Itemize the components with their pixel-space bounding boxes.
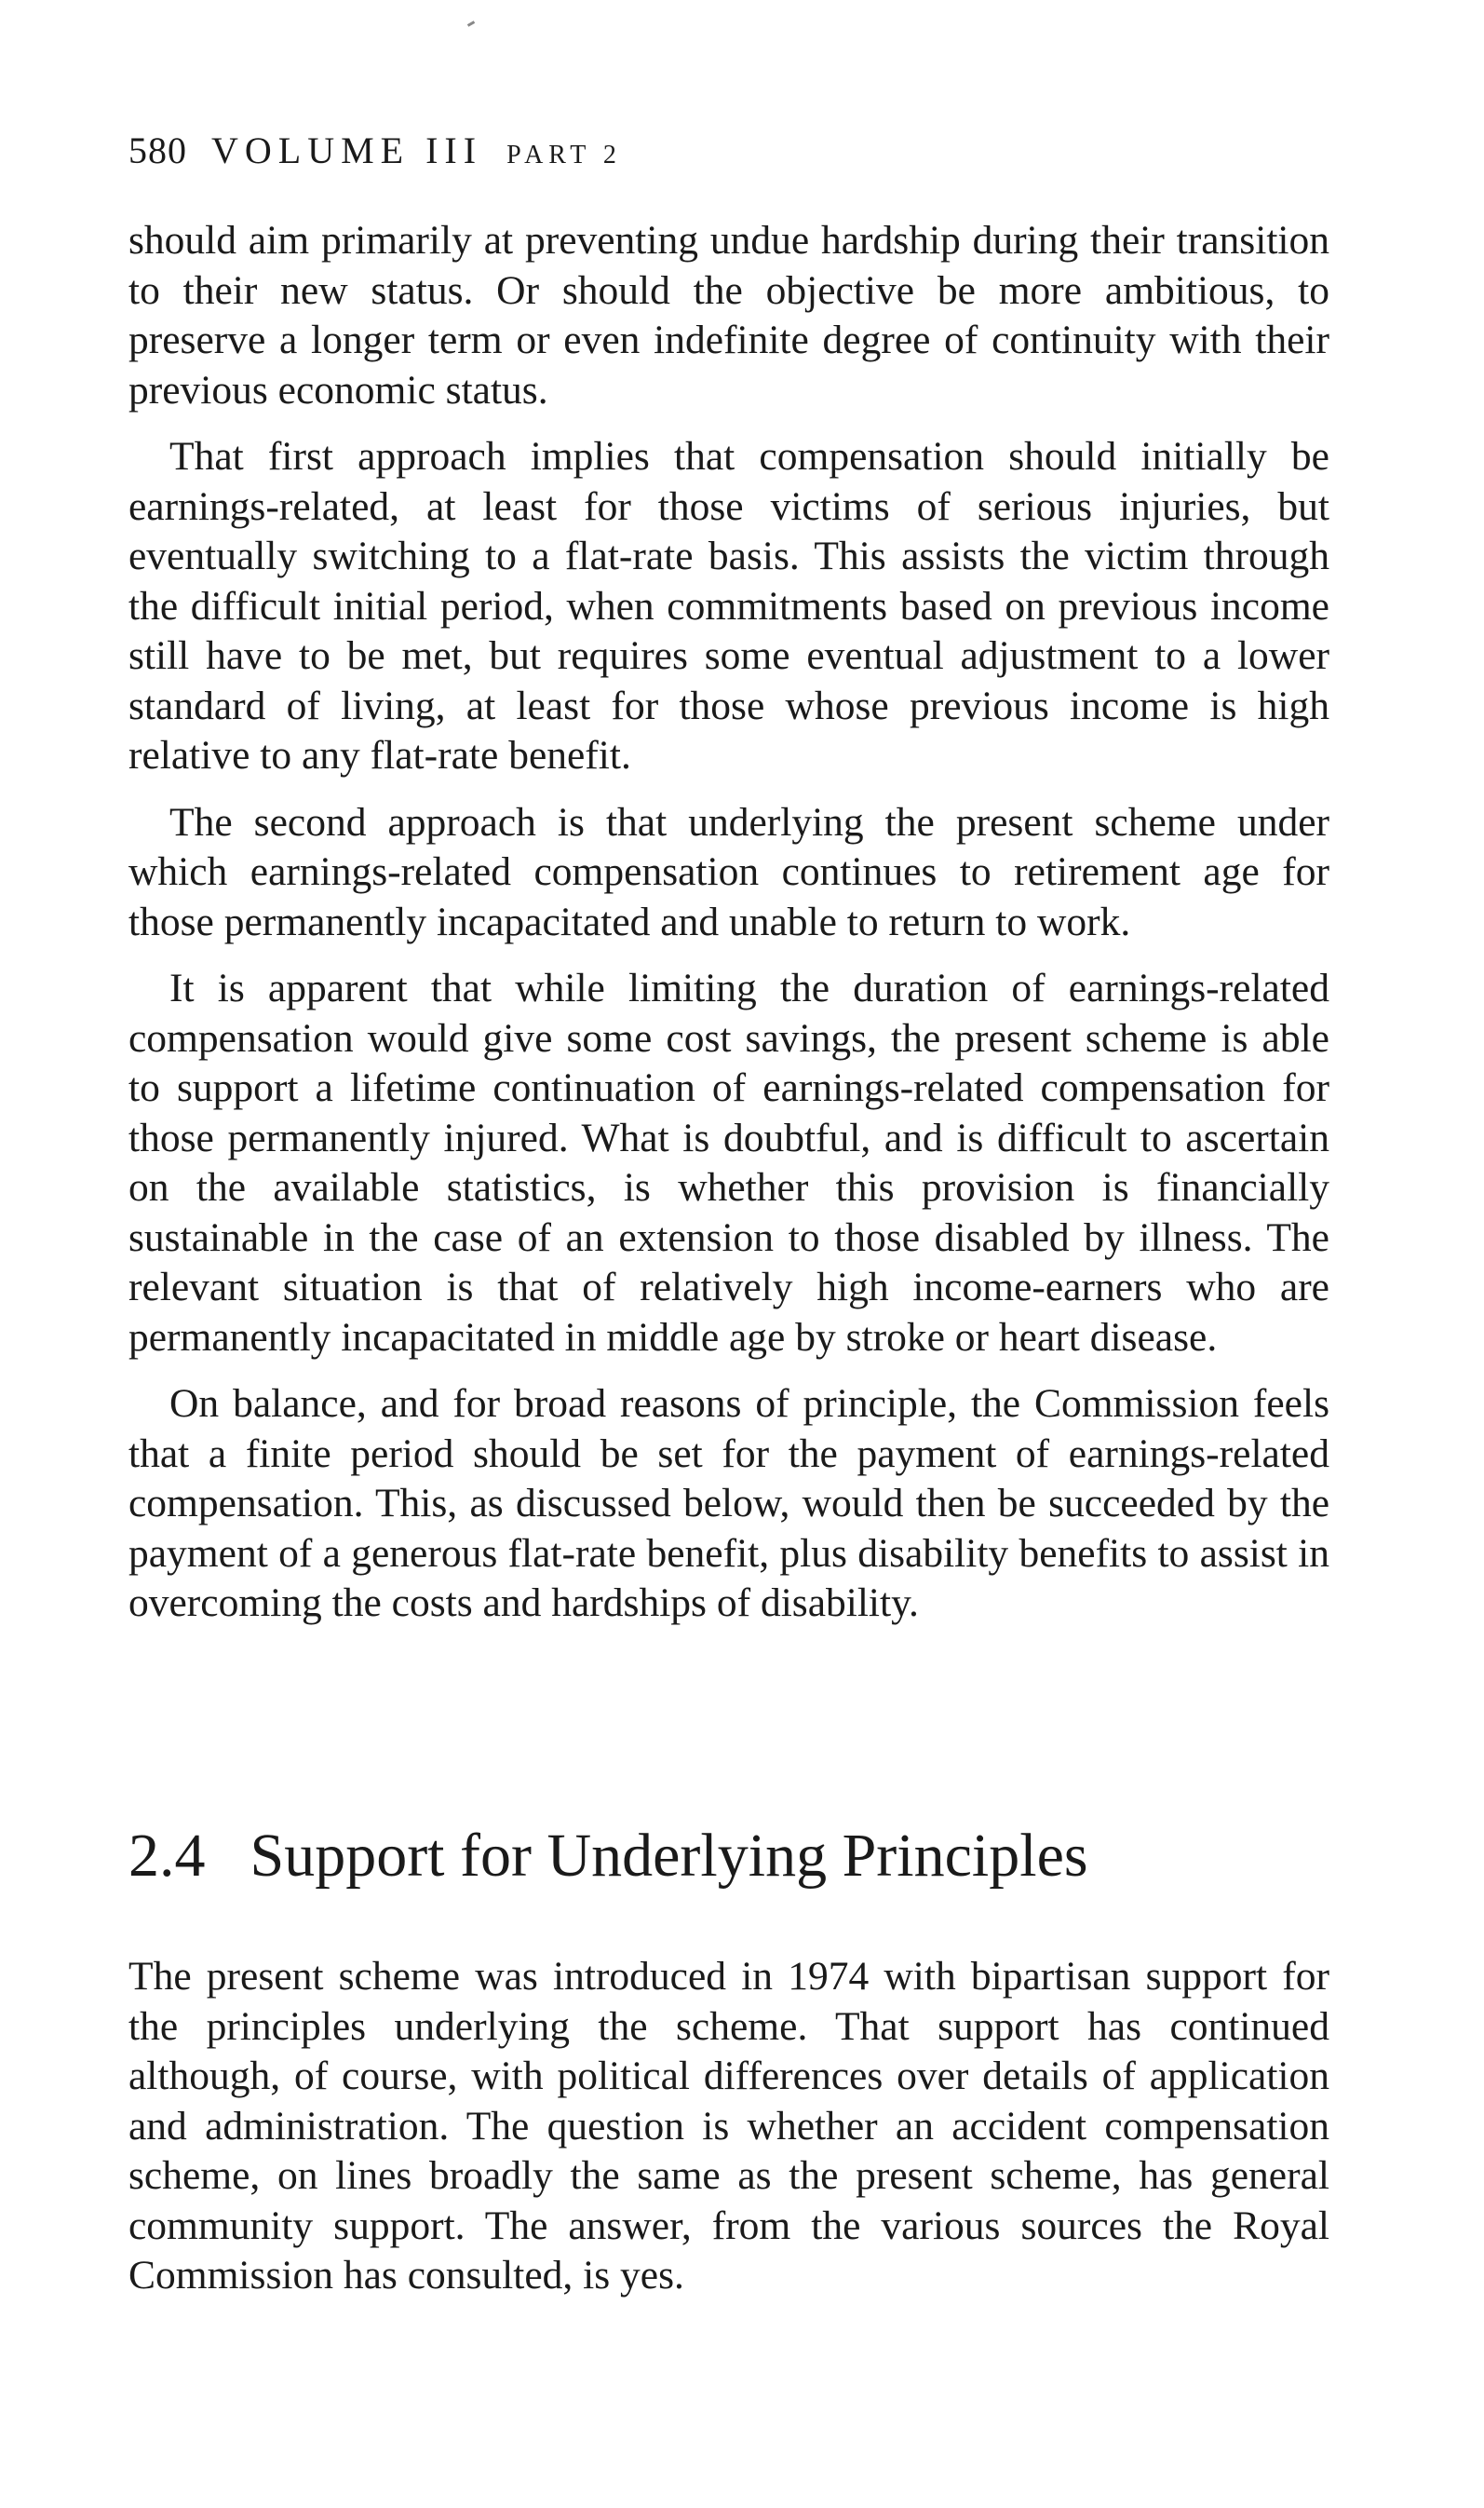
section-heading [128,1821,1088,1891]
section-title: Support for Underlying Principles [250,1822,1088,1890]
paragraph: It is apparent that while limiting the duration of earnings-related compensation would give some cost savings, the present scheme is able to support a lifetime continuation of earnings-related compensation for those permanently injured. What is doubtful, and is difficult to ascertain on the available statistics, is whether this provision is financially sustainable in the case of an extension to those disabled by illness. The relevant situation is that of relatively high income-earners who are permanently incapacitated in middle age by stroke or heart disease. [128,966,1329,1360]
section-body [128,1952,1329,2301]
paragraph: On balance, and for broad reasons of principle, the Commission feels that a finite period should be set for the payment of earnings-related compensation. This, as discussed below, would then be succeeded by the payment of a generous flat-rate benefit, plus disability benefits to assist in overcoming the costs and hardships of disability. [128,1381,1329,1625]
paragraph: That first approach implies that compensation should initially be earnings-related, at least for those victims of serious injuries, but eventually switching to a flat-rate basis. This assists the victim through the difficult initial period, when commitments based on previous income still have to be met, but requires some eventual adjustment to a lower standard of living, at least for those whose previous income is high relative to any flat-rate benefit. [128,434,1329,778]
section-number: 2.4 [128,1822,206,1890]
paragraph: The present scheme was introduced in 1974 with bipartisan support for the principles underlying the scheme. That support has continued although, of course, with political differences over details of application and administration. The question is whether an accident compensation scheme, on lines broadly the same as the present scheme, has general community support. The answer, from the various sources the Royal Commission has consulted, is yes. [128,1954,1329,2298]
scan-mark [467,20,475,27]
body-text [128,216,1329,1646]
part-label: PART 2 [506,141,622,169]
paragraph: The second approach is that underlying the present scheme under which earnings-related compensation continues to retirement age for those permanently incapacitated and unable to return to work. [128,799,1329,944]
page-number: 580 [128,129,187,171]
running-header [128,129,622,172]
volume-label: VOLUME III [211,129,483,171]
paragraph-continued: should aim primarily at preventing undue hardship during their transition to their new status. Or should the objective be more ambitious, to preserve a longer term or even indefinite degree of continuity with their previous economic status. [128,218,1329,413]
